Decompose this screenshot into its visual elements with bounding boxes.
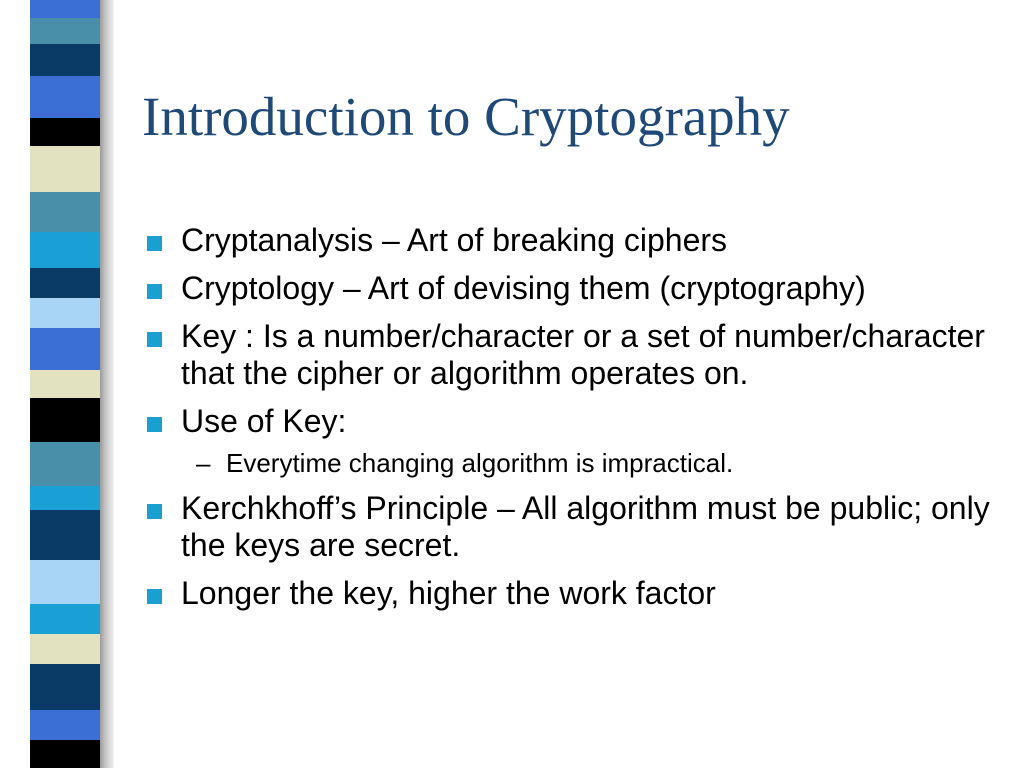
stripe-block xyxy=(30,18,100,44)
bullet-text: Key : Is a number/character or a set of number/character that the cipher or algorithm operates on. xyxy=(181,318,985,391)
stripe-block xyxy=(30,604,100,634)
stripe-block xyxy=(30,76,100,118)
stripe-block xyxy=(30,192,100,232)
stripe-block xyxy=(30,510,100,560)
stripe-block xyxy=(30,740,100,768)
stripe-block xyxy=(30,634,100,664)
bullet-text: Cryptology – Art of devising them (cryptography) xyxy=(181,270,866,306)
stripe-block xyxy=(30,118,100,146)
stripe-block xyxy=(30,398,100,442)
stripe-block xyxy=(30,44,100,76)
stripe-block xyxy=(30,560,100,604)
bullet-text: Cryptanalysis – Art of breaking ciphers xyxy=(181,222,728,258)
bullet-item xyxy=(145,222,1015,259)
stripe-block xyxy=(30,664,100,710)
sub-bullet-text: Everytime changing algorithm is impractical. xyxy=(226,448,734,478)
stripe-block xyxy=(30,298,100,328)
bullet-text: Longer the key, higher the work factor xyxy=(181,575,716,611)
dash-bullet-icon: – xyxy=(196,448,211,478)
decorative-stripe xyxy=(30,0,100,768)
square-bullet-icon xyxy=(147,236,162,251)
bullet-list xyxy=(145,222,1015,612)
square-bullet-icon xyxy=(147,417,162,432)
square-bullet-icon xyxy=(147,332,162,347)
stripe-block xyxy=(30,486,100,510)
bullet-item xyxy=(145,403,1015,440)
stripe-block xyxy=(30,268,100,298)
sub-bullet-item xyxy=(145,448,1015,479)
stripe-block xyxy=(30,710,100,740)
bullet-item xyxy=(145,490,1015,564)
bullet-item xyxy=(145,318,1015,392)
stripe-block xyxy=(30,328,100,370)
square-bullet-icon xyxy=(147,504,162,519)
stripe-block xyxy=(30,0,100,18)
stripe-shadow xyxy=(100,0,114,768)
bullet-text: Use of Key: xyxy=(181,403,347,439)
stripe-block xyxy=(30,146,100,192)
stripe-block xyxy=(30,442,100,486)
stripe-block xyxy=(30,370,100,398)
bullet-text: Kerchkhoff’s Principle – All algorithm must be public; only the keys are secret. xyxy=(181,490,990,563)
slide-title: Introduction to Cryptography xyxy=(142,86,790,147)
bullet-item xyxy=(145,575,1015,612)
square-bullet-icon xyxy=(147,589,162,604)
square-bullet-icon xyxy=(147,284,162,299)
bullet-item xyxy=(145,270,1015,307)
stripe-block xyxy=(30,232,100,268)
